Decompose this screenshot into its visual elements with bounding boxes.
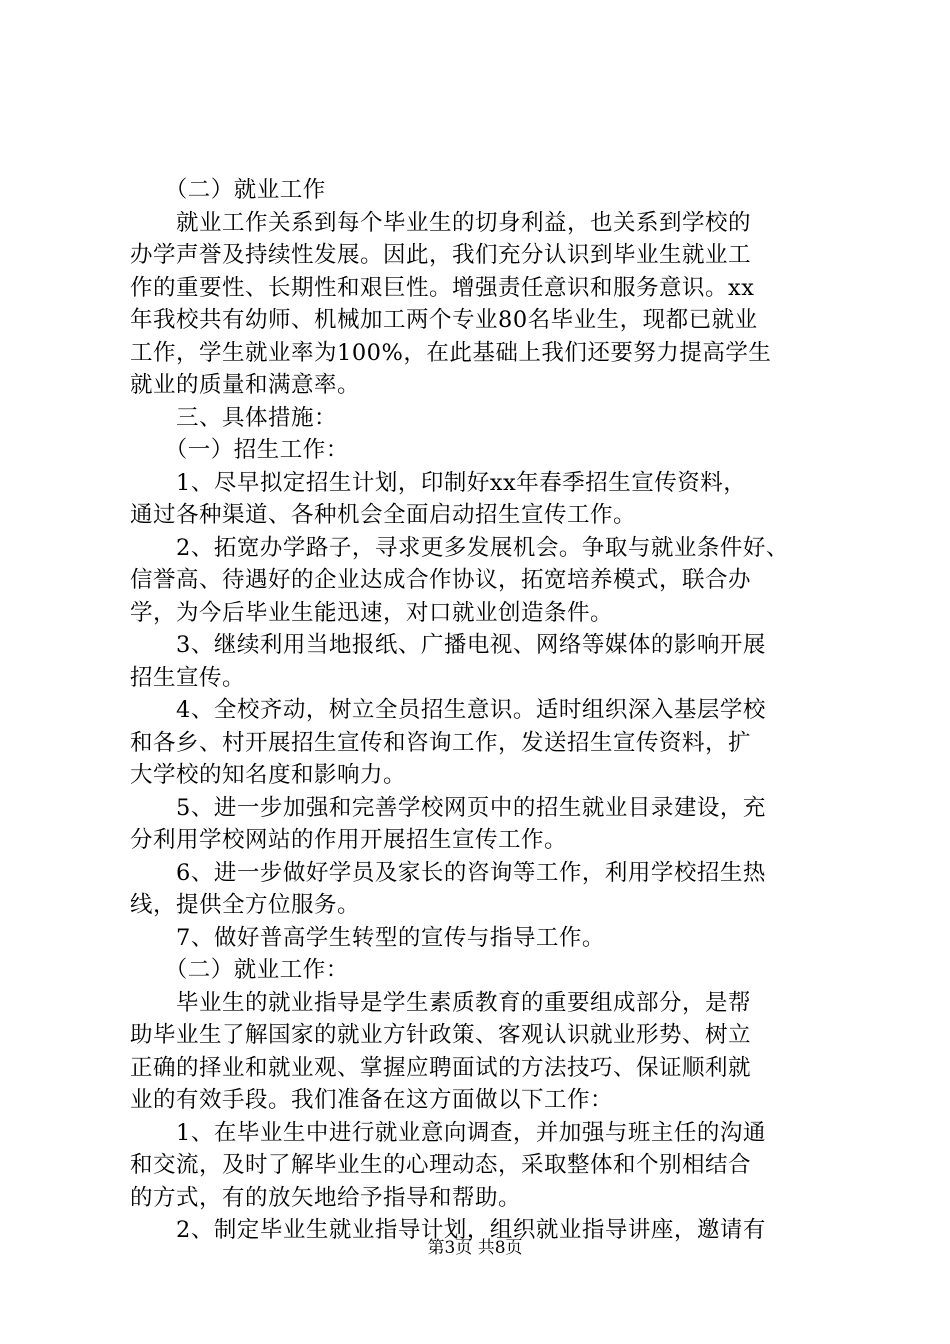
paragraph-line: 正确的择业和就业观、掌握应聘面试的方法技巧、保证顺利就 xyxy=(130,1054,752,1081)
page-number-footer: 第3页 共8页 xyxy=(427,1238,523,1258)
document-body xyxy=(130,174,830,1247)
list-item-line: 学，为今后毕业生能迅速，对口就业创造条件。 xyxy=(130,599,614,626)
paragraph-line: 就业工作关系到每个毕业生的切身利益，也关系到学校的 xyxy=(130,209,752,236)
list-item-line: 1、尽早拟定招生计划，印制好xx年春季招生宣传资料， xyxy=(130,469,747,496)
paragraph-line: 作的重要性、长期性和艰巨性。增强责任意识和服务意识。xx xyxy=(130,274,755,301)
paragraph-line: 就业的质量和满意率。 xyxy=(130,372,361,398)
list-item-line: 3、继续利用当地报纸、广播电视、网络等媒体的影响开展 xyxy=(130,632,766,658)
list-item-line: 通过各种渠道、各种机会全面启动招生宣传工作。 xyxy=(130,502,637,528)
section-heading: （二）就业工作 xyxy=(130,177,326,203)
paragraph-line: 年我校共有幼师、机械加工两个专业80名毕业生，现都已就业 xyxy=(130,307,758,333)
list-item-line: 2、制定毕业生就业指导计划，组织就业指导讲座，邀请有 xyxy=(130,1217,766,1243)
paragraph-line: 毕业生的就业指导是学生素质教育的重要组成部分，是帮 xyxy=(130,989,752,1016)
paragraph-line: 工作，学生就业率为100%，在此基础上我们还要努力提高学生 xyxy=(130,339,772,366)
paragraph-line: 办学声誉及持续性发展。因此，我们充分认识到毕业生就业工 xyxy=(130,242,752,268)
list-item-line: 6、进一步做好学员及家长的咨询等工作，利用学校招生热 xyxy=(130,859,766,886)
list-item-line: 2、拓宽办学路子，寻求更多发展机会。争取与就业条件好、 xyxy=(130,534,789,561)
list-item-line: 大学校的知名度和影响力。 xyxy=(130,762,407,788)
list-item-line: 1、在毕业生中进行就业意向调查，并加强与班主任的沟通 xyxy=(130,1119,766,1146)
paragraph-line: 业的有效手段。我们准备在这方面做以下工作： xyxy=(130,1087,614,1113)
section-heading: （二）就业工作： xyxy=(130,957,349,983)
list-item-line: 线，提供全方位服务。 xyxy=(130,892,361,918)
list-item-line: 和各乡、村开展招生宣传和咨询工作，发送招生宣传资料，扩 xyxy=(130,729,752,756)
list-item-line: 7、做好普高学生转型的宣传与指导工作。 xyxy=(130,924,605,951)
list-item-line: 分利用学校网站的作用开展招生宣传工作。 xyxy=(130,827,568,853)
list-item-line: 4、全校齐动，树立全员招生意识。适时组织深入基层学校 xyxy=(130,697,766,723)
list-item-line: 招生宣传。 xyxy=(130,664,246,691)
list-item-line: 的方式，有的放矢地给予指导和帮助。 xyxy=(130,1184,522,1211)
section-heading: （一）招生工作： xyxy=(130,437,349,463)
section-heading: 三、具体措施： xyxy=(130,404,338,431)
paragraph-line: 助毕业生了解国家的就业方针政策、客观认识就业形势、树立 xyxy=(130,1022,752,1048)
list-item-line: 和交流，及时了解毕业生的心理动态，采取整体和个别相结合 xyxy=(130,1152,752,1178)
list-item-line: 5、进一步加强和完善学校网页中的招生就业目录建设，充 xyxy=(130,794,766,821)
list-item-line: 信誉高、待遇好的企业达成合作协议，拓宽培养模式，联合办 xyxy=(130,567,752,593)
